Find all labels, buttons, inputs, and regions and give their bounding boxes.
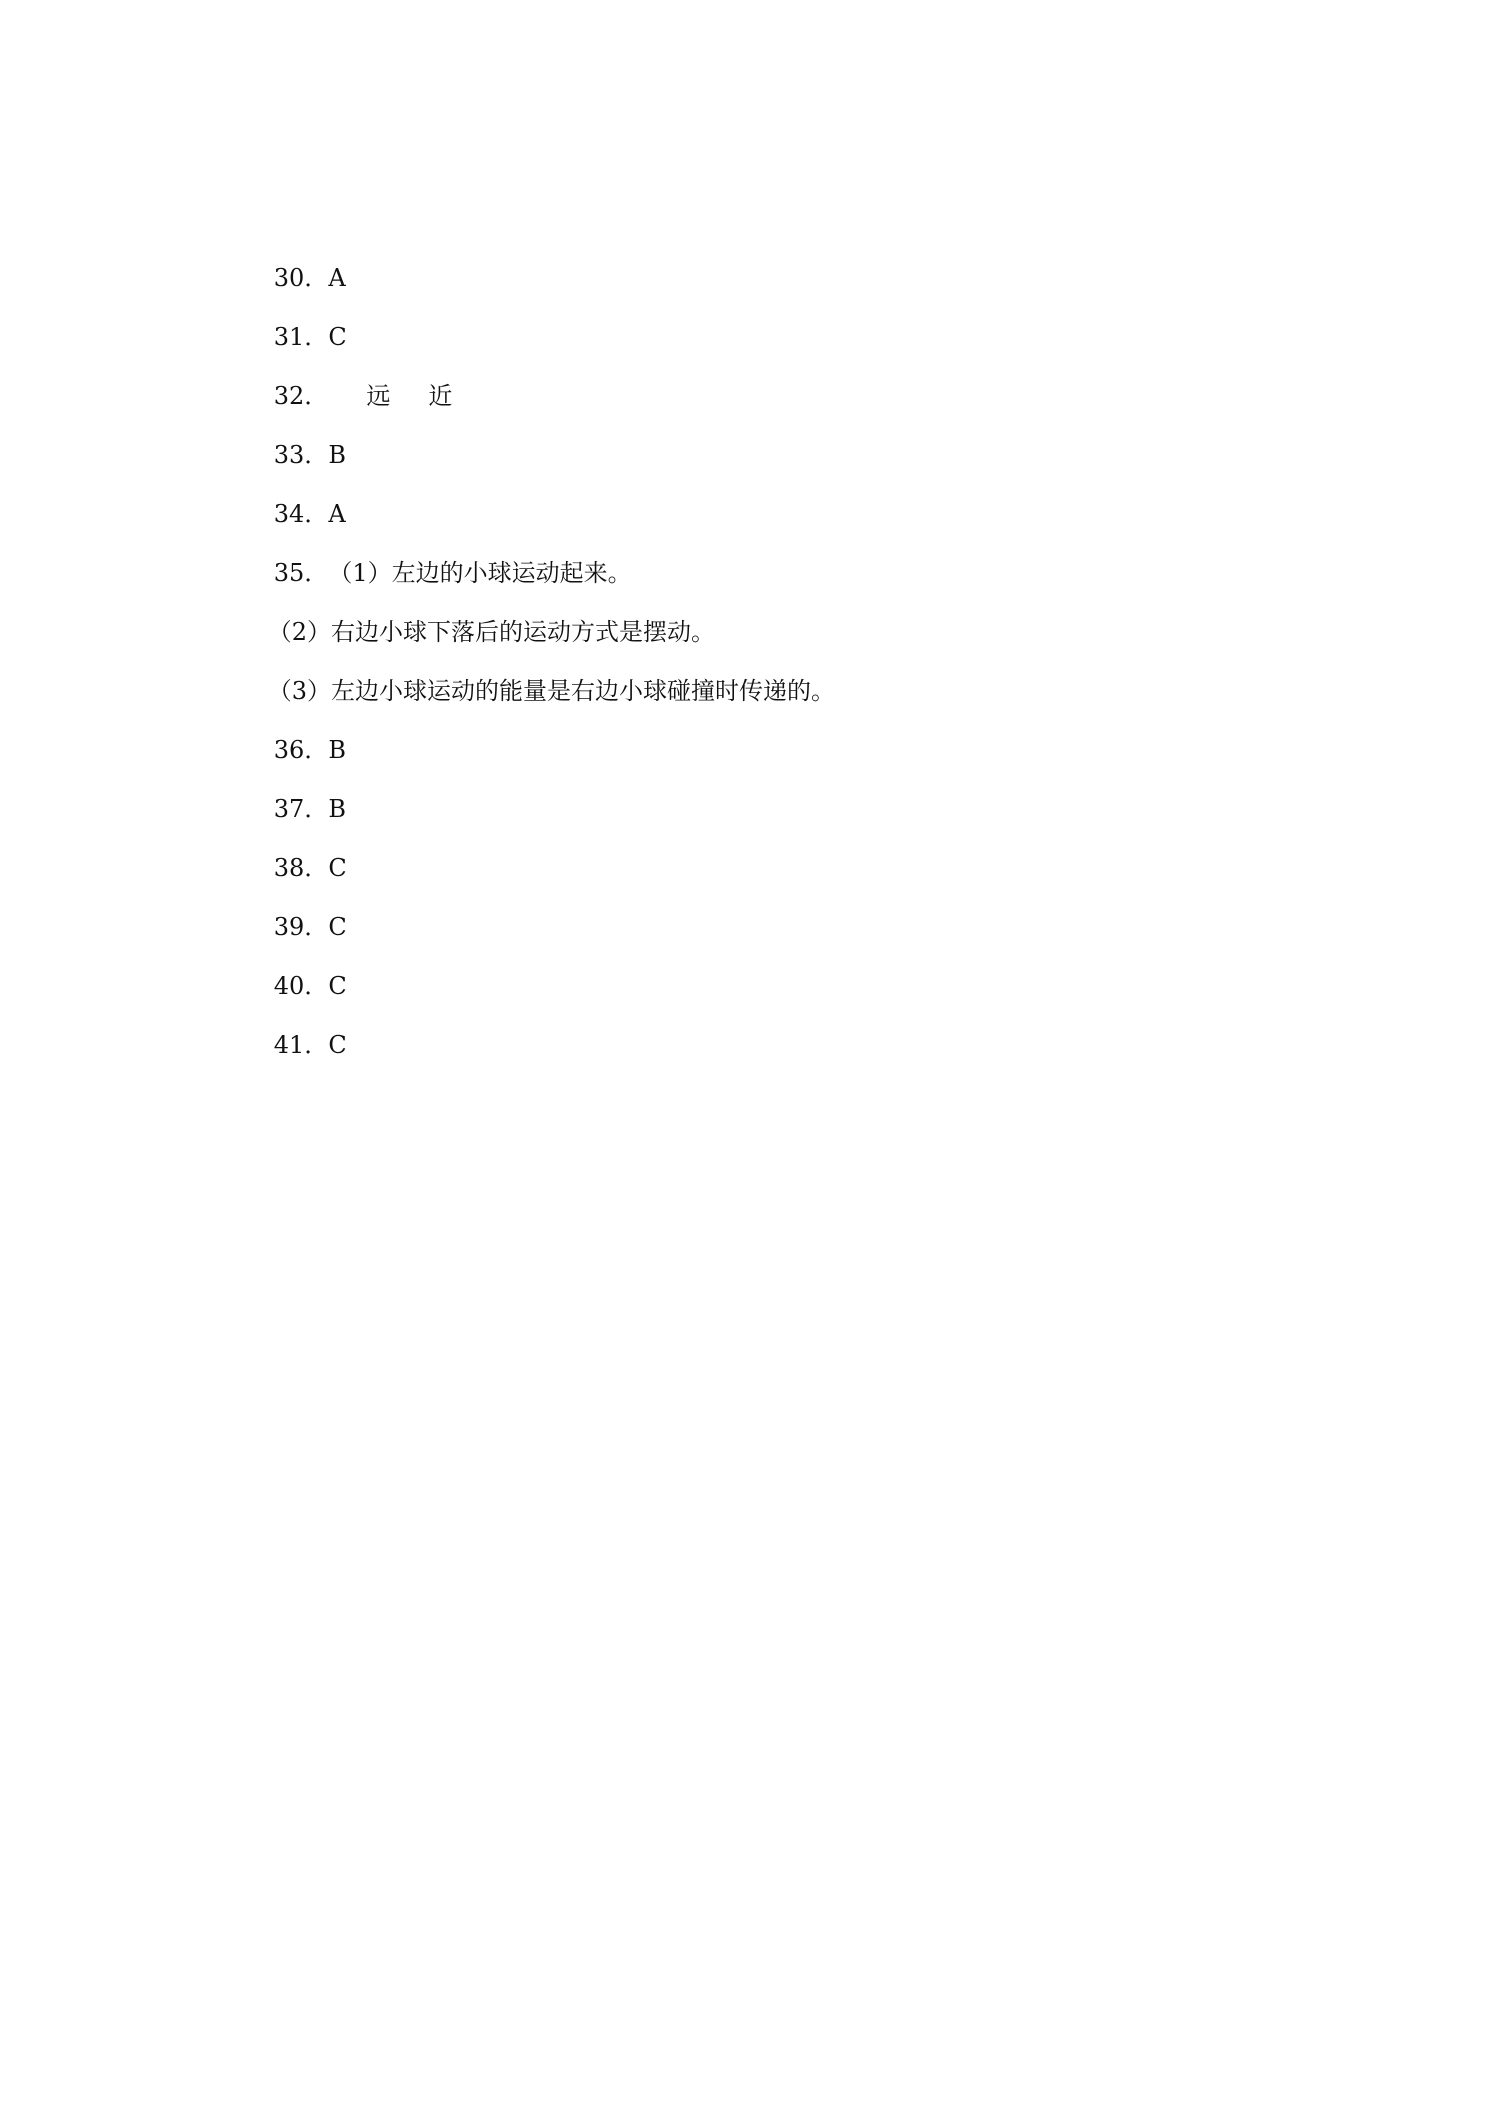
answer-item-37 (228, 721, 1328, 823)
answer-item-31 (228, 249, 1328, 351)
question-number: 36． (273, 736, 329, 764)
answer-item-34 (228, 426, 1328, 528)
answer-item-39 (228, 839, 1328, 941)
question-number: 30． (273, 264, 329, 292)
answer-blank-1: 远 (366, 382, 391, 410)
answer-text: B (328, 736, 346, 764)
answer-subpart: （2）右边小球下落后的运动方式是摆动。 (267, 618, 716, 646)
answer-text: C (328, 323, 347, 351)
answer-blank-2: 近 (428, 382, 453, 410)
answer-text: B (328, 441, 346, 469)
answer-item-38 (228, 780, 1328, 882)
question-number: 41． (273, 1031, 329, 1059)
answer-item-30 (228, 190, 1328, 292)
question-number: 40． (273, 972, 329, 1000)
answer-list (228, 190, 1328, 1059)
answer-subpart: （3）左边小球运动的能量是右边小球碰撞时传递的。 (267, 677, 836, 705)
answer-text: A (328, 264, 346, 292)
question-number: 39． (273, 913, 329, 941)
answer-item-35 (228, 485, 1328, 587)
question-number: 31． (273, 323, 329, 351)
answer-text: （1）左边的小球运动起来。 (328, 559, 632, 587)
question-number: 32． (273, 382, 329, 410)
answer-text: B (328, 795, 346, 823)
question-number: 33． (273, 441, 329, 469)
question-number: 37． (273, 795, 329, 823)
answer-item-32 (228, 308, 1328, 410)
answer-text: C (328, 1031, 347, 1059)
question-number: 38． (273, 854, 329, 882)
question-number: 35． (273, 559, 329, 587)
answer-text: A (328, 500, 346, 528)
answer-text: C (328, 913, 347, 941)
answer-item-41 (228, 957, 1328, 1059)
answer-item-40 (228, 898, 1328, 1000)
answer-text: C (328, 854, 347, 882)
answer-text: C (328, 972, 347, 1000)
question-number: 34． (273, 500, 329, 528)
